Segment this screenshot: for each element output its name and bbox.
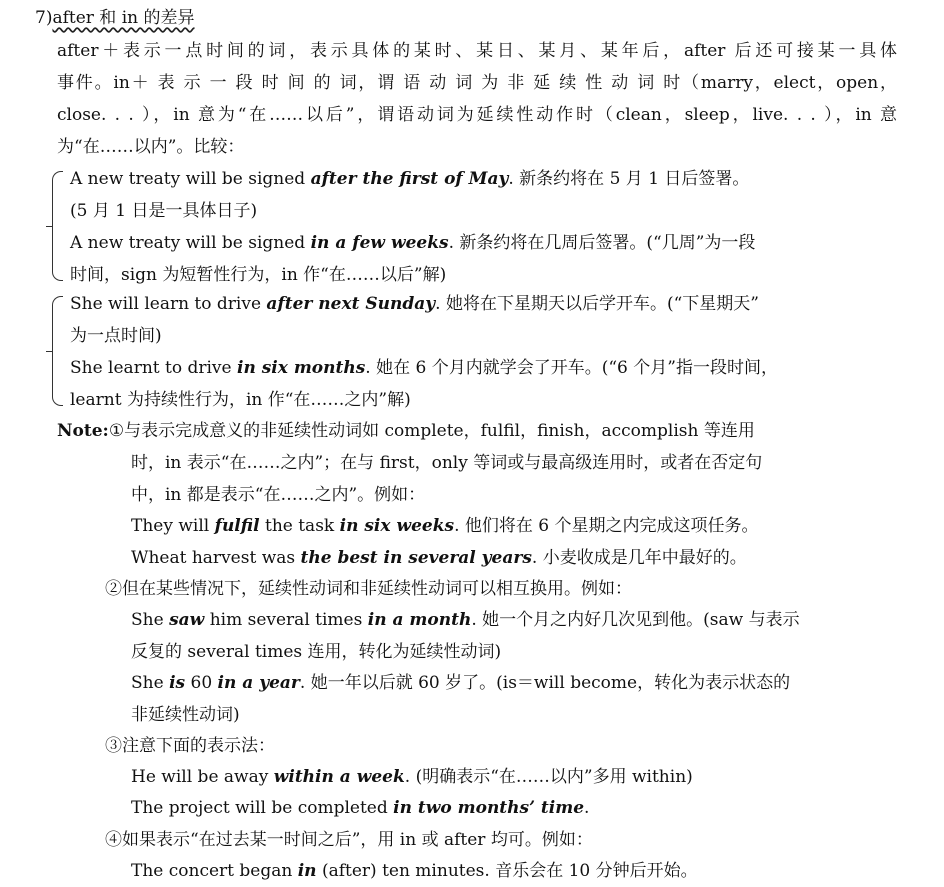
note-line-3: 中，in 都是表示“在……之内”。例如： <box>131 485 426 505</box>
note-point-4: ④如果表示“在过去某一时间之后”，用 in 或 after 均可。例如： <box>105 830 593 850</box>
section-heading <box>35 6 195 30</box>
example-line: She will learn to drive after next Sunday. 她将在下星期天以后学开车。(“下星期天” <box>70 294 759 314</box>
example-line: A new treaty will be signed after the first of May. 新条约将在 5 月 1 日后签署。 <box>70 169 750 189</box>
example-note: learnt 为持续性行为，in 作“在……之内”解) <box>70 390 411 410</box>
example-line: She is 60 in a year. 她一年以后就 60 岁了。(is＝will become，转化为表示状态的 <box>131 673 791 693</box>
example-line: The concert began in (after) ten minutes. 音乐会在 10 分钟后开始。 <box>131 861 698 881</box>
intro-line-3: close. . . ），in 意为“在……以后”，谓语动词为延续性动作时（clean，sleep，live. . . ），in 意 <box>57 105 897 125</box>
example-line: They will fulfil the task in six weeks. 他们将在 6 个星期之内完成这项任务。 <box>131 516 759 536</box>
example-line: Wheat harvest was the best in several years. 小麦收成是几年中最好的。 <box>131 548 747 568</box>
comparison-brace <box>52 296 63 406</box>
note-point-3: ③注意下面的表示法： <box>105 736 275 756</box>
example-line: She saw him several times in a month. 她一个月之内好几次见到他。(saw 与表示 <box>131 610 800 630</box>
intro-line-2: 事件。in＋ 表 示 一 段 时 间 的 词，谓 语 动 词 为 非 延 续 性 动 词 时（marry，elect，open， <box>57 73 897 93</box>
intro-line-4: 为“在……以内”。比较： <box>57 137 245 157</box>
comparison-brace <box>52 171 63 281</box>
example-line: She learnt to drive in six months. 她在 6 个月内就学会了开车。(“6 个月”指一段时间， <box>70 358 778 378</box>
example-note: 为一点时间) <box>70 326 162 346</box>
note-line-1: Note:①与表示完成意义的非延续性动词如 complete，fulfil，finish，accomplish 等连用 <box>57 421 755 441</box>
example-note: (5 月 1 日是一具体日子) <box>70 201 258 221</box>
example-note: 反复的 several times 连用，转化为延续性动词) <box>131 642 502 662</box>
example-note: 非延续性动词) <box>131 705 240 725</box>
note-point-2: ②但在某些情况下，延续性动词和非延续性动词可以相互换用。例如： <box>105 579 632 599</box>
example-line: The project will be completed in two months’ time. <box>131 798 590 818</box>
example-note: 时间，sign 为短暂性行为，in 作“在……以后”解) <box>70 265 447 285</box>
section-number: 7) <box>35 8 53 28</box>
note-line-2: 时，in 表示“在……之内”；在与 first，only 等词或与最高级连用时，或者在否定句 <box>131 453 763 473</box>
example-line: He will be away within a week. (明确表示“在……以内”多用 within) <box>131 767 693 787</box>
section-title: after 和 in 的差异 <box>52 8 195 28</box>
intro-line-1: after＋表示一点时间的词，表示具体的某时、某日、某月、某年后，after 后还可接某一具体 <box>57 41 897 61</box>
note-label: Note: <box>57 421 109 441</box>
example-line: A new treaty will be signed in a few weeks. 新条约将在几周后签署。(“几周”为一段 <box>70 233 756 253</box>
